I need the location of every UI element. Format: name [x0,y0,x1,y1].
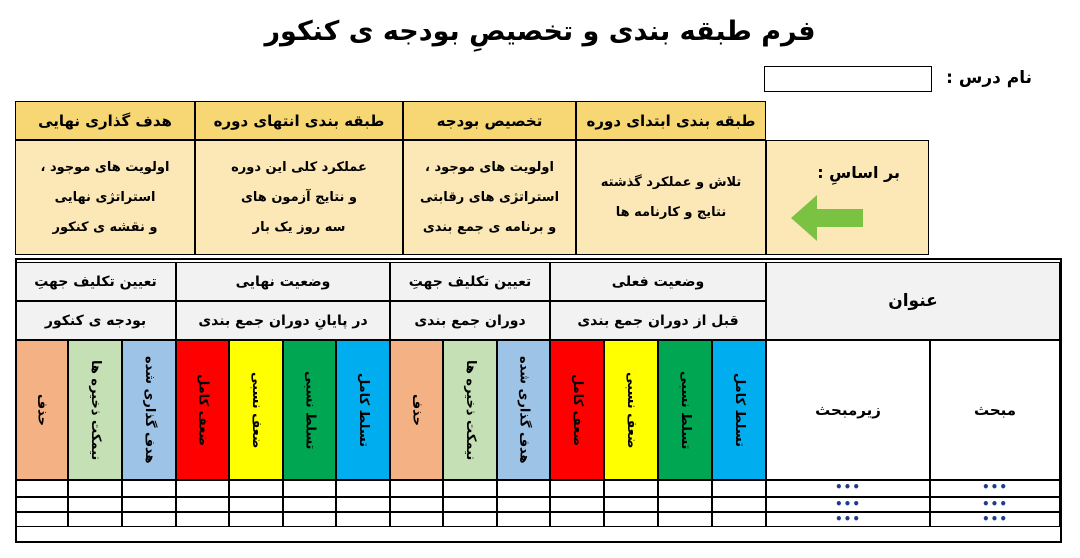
table-cell[interactable] [176,512,229,527]
table-cell[interactable] [336,480,390,497]
topic-cell[interactable]: ••• [930,480,1060,497]
table-cell[interactable] [658,480,712,497]
col-reserve-bench-exam [68,340,122,480]
table-cell[interactable] [68,512,122,527]
stage-body-line: استراتژی نهایی [54,189,156,205]
col-label: ضعف نسبی [248,371,264,449]
stage-body-initial-classification [576,140,766,255]
table-cell[interactable] [550,497,604,512]
col-relative-weakness-final [229,340,283,480]
col-delete-review [390,340,443,480]
table-cell[interactable] [68,497,122,512]
col-relative-weakness-current [604,340,658,480]
stage-body-final-classification [195,140,403,255]
col-delete-exam [15,340,68,480]
stage-body-line: تلاش و عملکرد گذشته [600,174,742,190]
col-targeted-review [497,340,550,480]
subtopic-cell[interactable]: ••• [766,512,930,527]
group-exam-decision-line1: تعیین تکلیف جهتِ [15,262,176,301]
basis-label: بر اساسِ : [817,163,900,182]
col-label: هدف گذاری شده [516,356,532,464]
stage-title-initial-classification: طبقه بندی ابتدای دوره [576,101,766,140]
col-label: حذف [409,394,425,426]
table-cell[interactable] [497,512,550,527]
title-header-cell: عنوان [766,262,1060,340]
stage-title-final-classification: طبقه بندی انتهای دوره [195,101,403,140]
table-cell[interactable] [390,497,443,512]
stage-body-line: استراتژی های رقابتی [419,189,560,205]
table-cell[interactable] [229,512,283,527]
table-cell[interactable] [550,512,604,527]
table-cell[interactable] [443,480,497,497]
table-cell[interactable] [712,480,766,497]
course-name-label: نام درس : [946,68,1032,88]
topic-cell[interactable]: ••• [930,497,1060,512]
group-exam-decision-line2: بودجه ی کنکور [15,301,176,340]
course-name-input[interactable] [764,66,932,92]
table-cell[interactable] [497,480,550,497]
subtopic-cell[interactable]: ••• [766,480,930,497]
left-arrow-icon [791,195,863,241]
col-reserve-bench-review [443,340,497,480]
stage-body-line: نتایج و کارنامه ها [615,204,727,220]
stage-body-line: سه روز یک بار [252,219,346,235]
group-final-status-line1: وضعیت نهایی [176,262,390,301]
table-cell[interactable] [15,512,68,527]
table-cell[interactable] [336,512,390,527]
table-cell[interactable] [497,497,550,512]
col-full-weakness-final [176,340,229,480]
col-label: تسلط کامل [355,373,371,447]
subtopic-cell[interactable]: ••• [766,497,930,512]
stage-body-line: اولویت های موجود ، [40,159,170,175]
table-cell[interactable] [658,497,712,512]
stage-body-line: اولویت های موجود ، [425,159,554,175]
group-current-status-line1: وضعیت فعلی [550,262,766,301]
table-cell[interactable] [604,480,658,497]
col-label: ضعف نسبی [623,371,639,449]
table-cell[interactable] [443,497,497,512]
group-final-status-line2: در پایانِ دوران جمع بندی [176,301,390,340]
table-cell[interactable] [15,480,68,497]
col-label: تسلط نسبی [302,370,318,450]
group-review-decision-line2: دوران جمع بندی [390,301,550,340]
col-label: ضعف کامل [569,373,585,446]
stage-body-line: و نتایج آزمون های [240,189,358,205]
col-full-weakness-current [550,340,604,480]
table-cell[interactable] [390,512,443,527]
col-relative-mastery-final [283,340,336,480]
group-current-status-line2: قبل از دوران جمع بندی [550,301,766,340]
table-cell[interactable] [229,480,283,497]
table-cell[interactable] [550,480,604,497]
table-cell[interactable] [443,512,497,527]
table-cell[interactable] [712,497,766,512]
table-cell[interactable] [336,497,390,512]
col-label: نیمکت ذخیره ها [87,359,103,461]
group-review-decision-line1: تعیین تکلیف جهتِ [390,262,550,301]
col-label: تسلط کامل [731,373,747,447]
table-cell[interactable] [283,497,336,512]
subtopic-column-header: زیرمبحث [766,340,930,480]
col-full-mastery-final [336,340,390,480]
stage-title-budget-allocation: تخصیص بودجه [403,101,576,140]
col-targeted-exam [122,340,176,480]
stages-header [15,101,766,255]
table-cell[interactable] [229,497,283,512]
table-cell[interactable] [283,512,336,527]
stage-body-final-targeting [15,140,195,255]
stage-body-line: عملکرد کلی این دوره [231,159,367,175]
basis-box [766,140,929,255]
col-label: تسلط نسبی [677,370,693,450]
stage-body-line: و نقشه ی کنکور [52,219,158,235]
col-relative-mastery-current [658,340,712,480]
table-cell[interactable] [176,497,229,512]
topic-cell[interactable]: ••• [930,512,1060,527]
table-cell[interactable] [658,512,712,527]
topic-column-header: مبحث [930,340,1060,480]
table-cell[interactable] [283,480,336,497]
table-cell[interactable] [712,512,766,527]
col-full-mastery-current [712,340,766,480]
table-cell[interactable] [604,512,658,527]
table-cell[interactable] [176,480,229,497]
stage-title-final-targeting: هدف گذاری نهایی [15,101,195,140]
col-label: حذف [34,394,50,426]
table-cell[interactable] [122,497,176,512]
col-label: ضعف کامل [195,373,211,446]
col-label: هدف گذاری شده [141,356,157,464]
col-label: نیمکت ذخیره ها [462,359,478,461]
stage-body-line: و برنامه ی جمع بندی [422,219,557,235]
stage-body-budget-allocation [403,140,576,255]
table-cell[interactable] [390,480,443,497]
table-cell[interactable] [122,512,176,527]
table-cell[interactable] [604,497,658,512]
table-cell[interactable] [122,480,176,497]
table-cell[interactable] [68,480,122,497]
table-cell[interactable] [15,497,68,512]
page-title: فرم طبقه بندی و تخصیصِ بودجه ی کنکور [264,16,816,47]
